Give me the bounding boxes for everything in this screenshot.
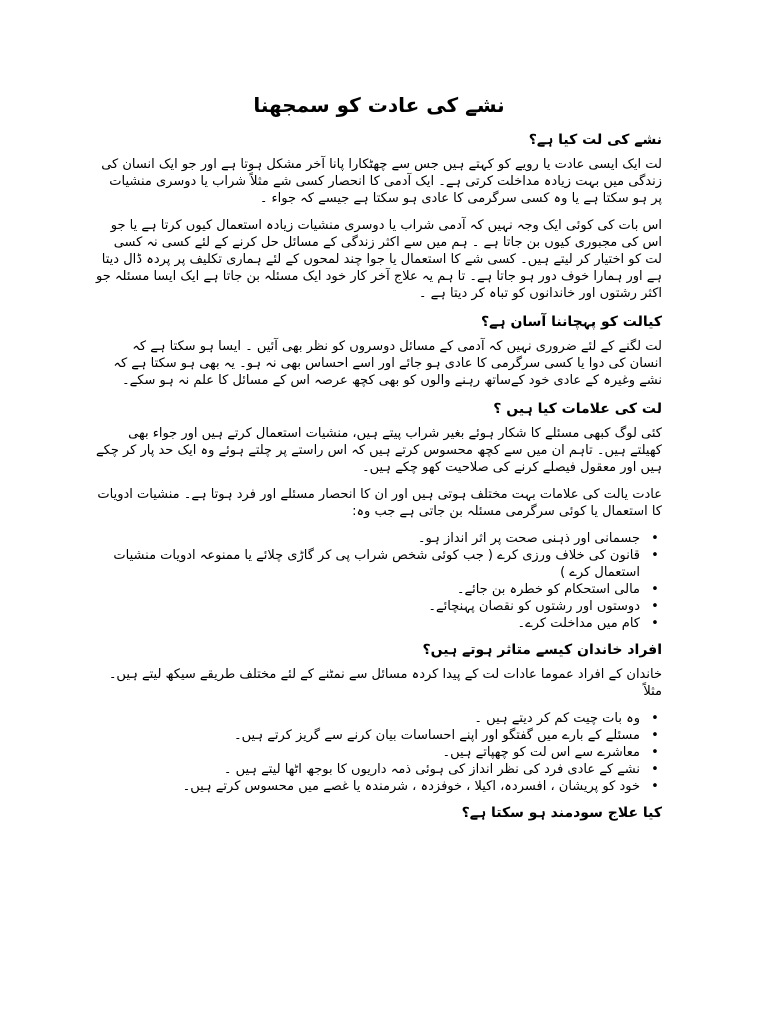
- list-item: [96, 778, 659, 795]
- list-item-text: مسئلے کے بارے میں گفتگو اور اپنے احساسات بیان کرنے سے گریز کرتے ہیں۔: [234, 728, 640, 743]
- list-item: [96, 615, 659, 632]
- paragraph: اس بات کی کوئی ایک وجہ نہیں کہ آدمی شراب یا دوسری منشیات زیادہ استعمال کیوں کرتا ہے یا جو اس کی مجبوری کیوں بن جاتا ہے ۔ ہم میں سے اکثر زندگی کے مسائل حل کرنے کے لئے کسی نہ کسی لت کو اختیار کر لیتے ہیں۔ کسی شے کا استعمال یا جوا چند لمحوں کے لئے ہماری تکلیف پر پردہ ڈال دیتا ہے اور ہمارا خوف دور ہو جاتا ہے۔ تا ہم یہ علاج آخر کار خود ایک مسئلہ بن جاتا ہے ایک ایسا مسئلہ جو اکثر رشتوں اور خاندانوں کو تباہ کر دیتا ہے ۔: [96, 218, 662, 301]
- bullet-icon: •: [651, 548, 659, 563]
- bullet-icon: •: [651, 711, 659, 726]
- bullet-icon: •: [651, 728, 659, 743]
- bullet-icon: •: [651, 745, 659, 760]
- bullet-icon: •: [651, 779, 659, 794]
- list-item: [96, 727, 659, 744]
- list-item: [96, 581, 659, 598]
- bullet-icon: •: [651, 582, 659, 597]
- list-item-text: کام میں مداخلت کرے۔: [517, 616, 640, 631]
- list-item: [96, 744, 659, 761]
- document-body: [96, 92, 662, 823]
- paragraph: عادت یالت کی علامات بہت مختلف ہوتی ہیں اور ان کا انحصار مسئلے اور فرد ہوتا ہے۔ منشیات ادویات کا استعمال یا کوئی سرگرمی مسئلہ بن جاتی ہے جب وہ:: [97, 487, 662, 519]
- paragraph: خاندان کے افراد عموما عادات لت کے پیدا کردہ مسائل سے نمٹنے کے لئے مختلف طریقے سیکھ لیتے ہیں۔ مثلاً: [108, 667, 662, 699]
- page-title: نشے کی عادت کو سمجھنا: [253, 93, 505, 117]
- list-item: [96, 598, 659, 615]
- list-item-text: نشے کے عادی فرد کی نظر انداز کی ہوئی ذمہ داریوں کا بوجھ اٹھا لیتے ہیں ۔: [223, 762, 640, 777]
- section-heading: کیا علاج سودمند ہو سکتا ہے؟: [461, 805, 662, 821]
- list-item-text: جسمانی اور ذہنی صحت پر اثر انداز ہو۔: [417, 531, 640, 546]
- list-item: [96, 761, 659, 778]
- bullet-list: [96, 710, 662, 795]
- list-item-text: قانون کی خلاف ورزی کرے ( جب کوئی شخص شراب پی کر گاڑی چلائے یا ممنوعہ ادویات منشیات استعمال کرے ): [113, 548, 640, 580]
- list-item: [96, 530, 659, 547]
- paragraph: کئی لوگ کبھی مسئلے کا شکار ہوئے بغیر شراب پیتے ہیں، منشیات استعمال کرتے ہیں اور جواء بھی کھیلتے ہیں۔ تاہم ان میں سے کچھ محسوس کرتے ہیں کہ اس راستے پر چلتے ہوئے وہ ایک حد پار کر چکے ہیں اور معقول فیصلے کرنے کی صلاحیت کھو چکے ہیں۔: [96, 426, 662, 475]
- paragraph: لت لگنے کے لئے ضروری نہیں کہ آدمی کے مسائل دوسروں کو نظر بھی آئیں ۔ ایسا ہو سکتا ہے کہ انسان کی دوا یا کسی سرگرمی کا عادی ہو جائے اور اسے احساس بھی نہ ہو۔ یہ بھی ہو سکتا ہے کہ نشے وغیرہ کے عادی خود کےساتھ رہنے والوں کو بھی کچھ عرصہ اس کے مسائل کا علم نہ ہو سکے۔: [113, 339, 662, 388]
- list-item-text: معاشرے سے اس لت کو چھپاتے ہیں۔: [442, 745, 640, 760]
- section-heading: کیالت کو پہچاننا آسان ہے؟: [481, 314, 662, 330]
- list-item-text: خود کو پریشان ، افسردہ، اکیلا ، خوفزدہ ، شرمندہ یا غصے میں محسوس کرتے ہیں۔: [182, 779, 640, 794]
- list-item-text: دوستوں اور رشتوں کو نقصان پہنچائے۔: [428, 599, 640, 614]
- bullet-list: [96, 530, 662, 632]
- list-item: [96, 547, 659, 581]
- bullet-icon: •: [651, 531, 659, 546]
- list-item-text: مالی استحکام کو خطرہ بن جائے۔: [456, 582, 640, 597]
- paragraph: لت ایک ایسی عادت یا رویے کو کہتے ہیں جس سے چھٹکارا پانا آخر مشکل ہوتا ہے اور جو ایک انسان کی زندگی میں بہت زیادہ مداخلت کرتی ہے۔ ایک آدمی کا انحصار کسی شے مثلاً شراب یا دوسری منشیات پر ہو سکتا ہے یا وہ کسی سرگرمی کا عادی ہو سکتا ہے جیسے کہ جواء ۔: [101, 157, 662, 206]
- bullet-icon: •: [651, 616, 659, 631]
- list-item: [96, 710, 659, 727]
- section-heading: افراد خاندان کیسے متاثر ہوتے ہیں؟: [422, 642, 662, 658]
- section-heading: لت کی علامات کیا ہیں ؟: [493, 401, 662, 417]
- bullet-icon: •: [651, 762, 659, 777]
- section-heading: نشے کی لت کیا ہے؟: [528, 132, 662, 148]
- list-item-text: وہ بات چیت کم کر دیتے ہیں ۔: [474, 711, 640, 726]
- bullet-icon: •: [651, 599, 659, 614]
